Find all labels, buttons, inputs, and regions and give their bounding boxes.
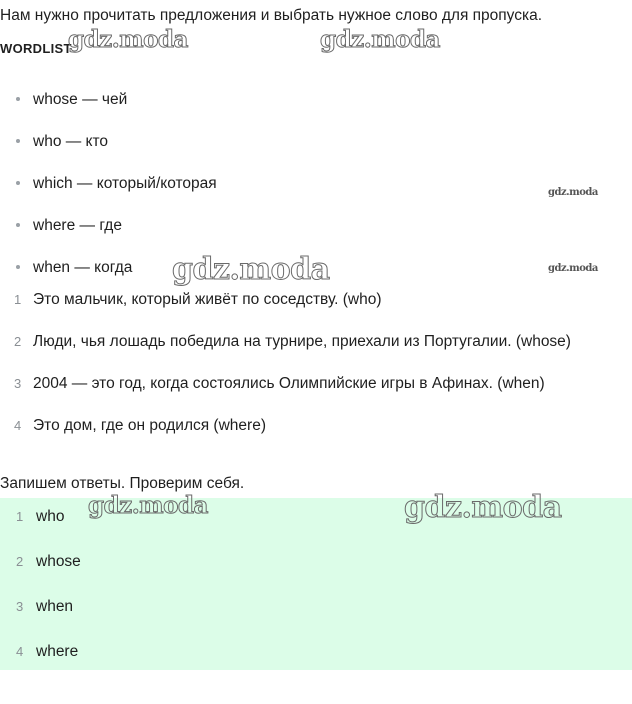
bullet-icon xyxy=(16,265,20,269)
item-number: 3 xyxy=(16,599,24,614)
item-number: 2 xyxy=(14,334,22,349)
sentence-text: Это дом, где он родился (where) xyxy=(33,417,266,434)
wordlist-item-text: whose — чей xyxy=(33,91,128,108)
sentence-text: Это мальчик, который живёт по соседству. (who) xyxy=(33,291,382,308)
answer-item xyxy=(16,642,78,662)
answer-text: where xyxy=(36,643,79,660)
wordlist-item xyxy=(16,216,122,236)
answer-item xyxy=(16,507,64,527)
answer-item xyxy=(16,597,73,617)
wordlist-item-text: when — когда xyxy=(33,259,133,276)
bullet-icon xyxy=(16,223,20,227)
sentence-item xyxy=(14,374,545,394)
sentence-item xyxy=(14,332,571,352)
sentence-text: Люди, чья лошадь победила на турнире, приехали из Португалии. (whose) xyxy=(33,333,571,350)
bullet-icon xyxy=(16,139,20,143)
watermark: gdz.moda xyxy=(548,187,598,198)
wordlist-item-text: which — который/которая xyxy=(33,175,217,192)
watermark: gdz.moda xyxy=(548,263,598,274)
answers-intro: Запишем ответы. Проверим себя. xyxy=(0,475,245,492)
wordlist-item-text: who — кто xyxy=(33,133,109,150)
watermark: gdz.moda xyxy=(68,26,188,53)
wordlist-heading: WORDLIST xyxy=(0,41,72,56)
answers-box xyxy=(0,498,632,670)
wordlist-item-text: where — где xyxy=(33,217,122,234)
wordlist-item xyxy=(16,132,108,152)
answer-text: who xyxy=(36,508,65,525)
item-number: 4 xyxy=(14,418,22,433)
item-number: 1 xyxy=(14,292,22,307)
answer-text: when xyxy=(36,598,74,615)
item-number: 4 xyxy=(16,644,24,659)
sentence-item xyxy=(14,290,382,310)
sentence-text: 2004 — это год, когда состоялись Олимпийские игры в Афинах. (when) xyxy=(33,375,545,392)
watermark: gdz.moda xyxy=(172,252,330,287)
wordlist-item xyxy=(16,174,217,194)
item-number: 3 xyxy=(14,376,22,391)
watermark: gdz.moda xyxy=(320,26,440,53)
wordlist-item xyxy=(16,258,132,278)
answer-item xyxy=(16,552,81,572)
bullet-icon xyxy=(16,97,20,101)
sentence-item xyxy=(14,416,266,436)
item-number: 2 xyxy=(16,554,24,569)
bullet-icon xyxy=(16,181,20,185)
wordlist-item xyxy=(16,90,127,110)
answer-text: whose xyxy=(36,553,81,570)
intro-text: Нам нужно прочитать предложения и выбрать нужное слово для пропуска. xyxy=(0,7,543,24)
item-number: 1 xyxy=(16,509,24,524)
